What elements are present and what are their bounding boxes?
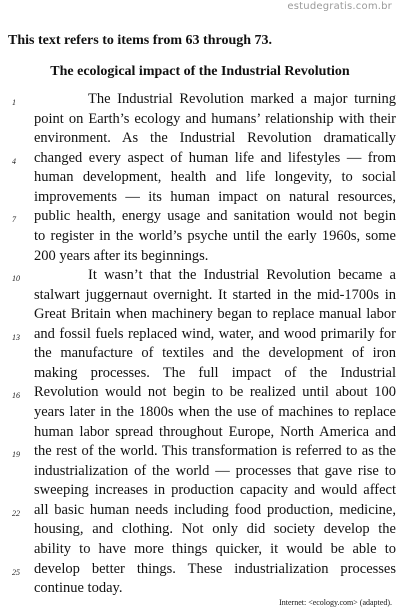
line-text: making processes. The full impact of the Industrial (34, 364, 396, 381)
passage-line (0, 481, 400, 501)
line-text: all basic human needs including food production, medicine, (34, 501, 396, 518)
line-text: and fossil fuels replaced wind, water, and wood primarily for (34, 325, 396, 342)
line-text: to register in the world’s psyche until the early 1960s, some (34, 227, 396, 244)
passage-title: The ecological impact of the Industrial Revolution (50, 64, 350, 79)
line-text: 200 years after its beginnings. (34, 247, 209, 264)
passage-line (0, 560, 400, 580)
passage-line (0, 247, 400, 267)
passage-line (0, 344, 400, 364)
line-text: ability to have more things quicker, it would be able to (34, 540, 396, 557)
line-text: public health, energy usage and sanitation would not begin (34, 208, 396, 225)
line-text: industrialization of the world — processes that gave rise to (34, 462, 396, 479)
line-text: continue today. (34, 580, 123, 597)
passage-body (0, 90, 400, 599)
passage-line (0, 129, 400, 149)
line-number: 1 (12, 98, 16, 107)
passage-line (0, 286, 400, 306)
line-number: 7 (12, 215, 16, 225)
passage-line (0, 403, 400, 423)
line-number: 19 (12, 450, 20, 460)
line-text: changed every aspect of human life and lifestyles — from (34, 149, 396, 166)
passage-line (0, 168, 400, 188)
passage-line (0, 520, 400, 540)
line-number: 4 (12, 156, 16, 166)
passage-line (0, 188, 400, 208)
passage-line (0, 207, 400, 227)
passage-line (0, 227, 400, 247)
line-text: develop better things. These industrialization processes (34, 560, 396, 577)
passage-line (0, 149, 400, 169)
line-number: 10 (12, 274, 20, 284)
line-text: improvements — its human impact on natural resources, (34, 188, 396, 205)
passage-line (0, 305, 400, 325)
line-text: Great Britain when machinery began to replace manual labor (34, 306, 396, 323)
line-number: 25 (12, 567, 20, 577)
line-text: point on Earth’s ecology and humans’ relationship with their (34, 110, 396, 127)
line-text: environment. As the Industrial Revolution dramatically (34, 130, 396, 147)
line-text: It wasn’t that the Industrial Revolution became a (88, 267, 396, 284)
line-text: The Industrial Revolution marked a major turning (88, 91, 396, 107)
line-number: 13 (12, 332, 20, 342)
line-text: human labor spread throughout Europe, North America and (34, 423, 396, 440)
passage-line (0, 501, 400, 521)
line-text: sweeping increases in production capacity and would affect (34, 482, 396, 499)
passage-line (0, 540, 400, 560)
line-text: human development, health and life longevity, to social (34, 169, 396, 186)
passage-line (0, 110, 400, 130)
instruction-heading: This text refers to items from 63 through 73. (8, 33, 273, 48)
passage-line (0, 364, 400, 384)
source-citation: Internet: <ecology.com> (adapted). (279, 598, 392, 607)
line-text: the rest of the world. This transformation is referred to as the (34, 443, 396, 460)
line-text: Revolution would not begin to be realized until about 100 (34, 384, 396, 401)
line-number: 16 (12, 391, 20, 401)
line-text: the manufacture of textiles and the development of iron (34, 345, 396, 362)
line-text: housing, and clothing. Not only did society develop the (34, 521, 396, 538)
passage-line (0, 579, 400, 599)
passage-line (0, 266, 400, 286)
passage-line (0, 423, 400, 443)
site-watermark: estudegratis.com.br (287, 1, 392, 12)
line-text: stalwart juggernaut overnight. It started in the mid-1700s in (34, 286, 396, 303)
passage-line (0, 462, 400, 482)
passage-line (0, 383, 400, 403)
passage-line (0, 90, 400, 110)
passage-line (0, 442, 400, 462)
line-text: years later in the 1800s when the use of machines to replace (34, 404, 396, 420)
passage-line (0, 325, 400, 345)
line-number: 22 (12, 508, 20, 518)
